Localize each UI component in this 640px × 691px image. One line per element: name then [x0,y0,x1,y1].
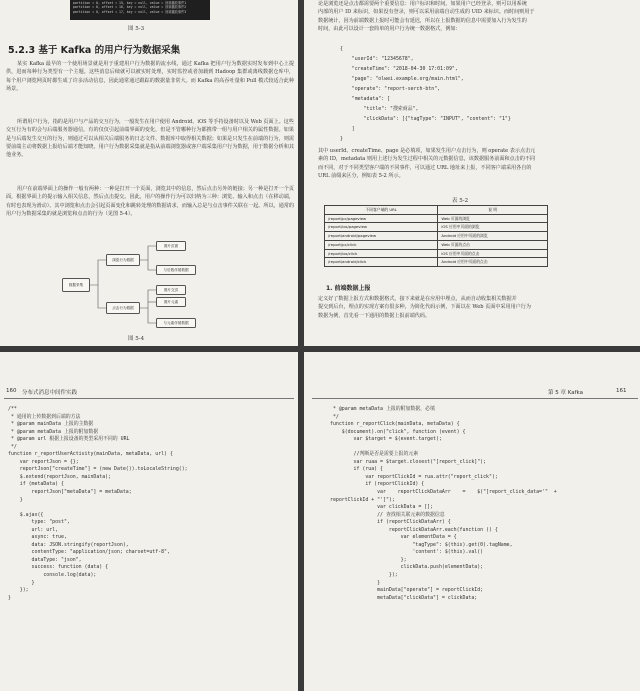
code-line: }); [330,572,398,579]
page-bottom-right [304,352,640,691]
diagram-browse-node: 浏览行为数据 [106,254,140,266]
code-block [8,406,188,602]
table-cell: /report/pc/click [325,240,438,249]
code-line: } [8,594,11,601]
code-line: } [340,136,343,142]
code-line: 'content': $(this).val() [330,549,484,556]
code-line: if (metaData) { [8,481,64,488]
code-line: success: function (data) { [8,564,109,571]
paragraph: 所谓用户行为，指的是用户与产品的交互行为，一般发生在用户使用 Android、iOS 等手持设备时以及 Web 页面上。这些交互行为有的会与后端服务器通信，有的仅仅引起前端界面的变化，但是不管哪种行为都携带一组与用户相关的属性数据。如果是与后端发生交互的行为，则通过可以从相关后端服务的日志文件、数据库中取得相关数据；如果是只发生在前端的行为，则需要前端主动将数据上报给后端才能知晓。用户行为数据采集就是指从前端浏览器或客户端采集用户行为数据，用于数据分析和其他业务。 [6,119,294,159]
code-line: function r_reportUserActivity(mainData, metaData, url) { [8,451,173,458]
code-line: reportClickId + "']"); [330,496,395,503]
table-cell: Android 应用中页面的浏览 [438,232,548,241]
code-line: }); [8,587,29,594]
code-line: partition = 0, offset = 15, key = null, value = 视频播放事件1 [73,1,187,5]
table-cell: /report/ios/click [325,249,438,258]
text-line: 定义好了数据上报方式和数据格式，接下来就是在应用中埋点，从而自动收集相关数据并 [318,296,517,302]
code-line: "tagType": $(this).get(0).tagName, [330,541,513,548]
code-line: * 通用的上传数据到后端的方法 [8,413,81,420]
code-line: if (reportClickId) { [330,481,425,488]
table-cell: /report/android/pageview [325,232,438,241]
table-cell: /report/android/click [325,258,438,267]
url-table [324,205,548,267]
text-line: 素的 ID，metadata 则用上述行为发生过程中相关的元数据信息，该数据服务前面和点击的不同 [318,156,536,163]
diagram-leaf-node: 与元素伴援数据 [156,318,196,328]
code-line: if (rua) { [330,466,383,473]
diagram-click-node: 点击行为数据 [106,302,140,314]
diagram-leaf-node: 与后数伴援数据 [156,265,196,275]
code-line: { [340,46,343,52]
code-line: */ [330,413,339,420]
table-row [325,223,548,232]
diagram-root-node: 数据采集 [62,278,90,292]
explain-text [318,147,638,180]
code-line: * @param metaData 上报的附加数据 [8,428,99,435]
code-line [8,504,188,512]
code-line: partition = 0, offset = 17, key = null, value = 视频播放事件3 [73,9,187,14]
text-line: 内部的用户 ID 来标识，如果没有登录，则可以采用前端自动生成的 UID 来标识。而时间则用于 [318,9,535,16]
code-line: "createTime": "2018-04-30 17:01:09", [340,66,458,72]
code-line: data: JSON.stringify(reportJson), [8,541,129,548]
code-line: // 查找相关联元素的数据信息 [330,511,445,518]
table-caption: 表 5-2 [452,198,469,204]
diagram-leaf-node: 图片交页 [156,285,186,295]
diagram-leaf-node: 图片元素 [156,297,186,307]
code-snippet-console [70,0,210,20]
table-header-row [325,206,548,215]
code-line: "operate": "report-serch-btn", [340,86,441,92]
intro-text [318,0,638,33]
text-line: 提交到后台，埋点的实现方案有很多种，为简化代码示例，下面以在 Web 页面中采用用户行为 [318,304,531,311]
table-row [325,240,548,249]
table-cell: iOS 应用中页面的浏览 [438,223,548,232]
code-line: $.extend(reportJson, mainData); [8,473,112,480]
code-line: async: true, [8,534,67,541]
text-line: 其中 userId、createTime、page 是必填项，如果发生用户点击行为，则 operate 表示点击元 [318,148,536,154]
table-cell: Web 页面的点击 [438,240,548,249]
running-header: 分布式消息中间件实践 [22,390,78,396]
code-line: * @param mainData 上报的主数据 [8,421,94,428]
header-rule [4,398,294,399]
code-line: "metadata": [ [340,96,391,102]
code-line: var elementData = { [330,534,457,541]
text-line: 数据为例，首先看一下通用的数据上报前端代码。 [318,312,431,319]
table-row [325,249,548,258]
page-top-left [0,0,298,346]
table-cell: /report/pc/pageview [325,214,438,223]
paragraph: 某实 Kafka 最早的一个使用场景就是用于重建用户行为数据的流水线，通过 Kafka 把用户行为数据实时发布到中心上提供，进而每种行为类型有一个主题。这些消息后续就可以被实时处理，实时监控或者加载到 Hadoop 集群或离线数据仓库中，每个用户浏览网页时都生成了许多活动信息，因此通常通过跟踪的数据量非常大。而 Kafka 的高吞吐量和 Pull 模式较适合此种场景。 [6,61,294,92]
code-line: metaData["clickData"] = clickData; [330,594,478,601]
code-line: type: "post", [8,519,70,526]
header-rule [312,398,638,399]
table-cell: /report/ios/pageview [325,223,438,232]
code-line: "page": "olwei.example.org/main.html", [340,76,464,82]
running-header: 第 5 章 Kafka [548,390,584,396]
table-cell: Android 应用中页面的点击 [438,258,548,267]
code-line: * @param metaData 上报的附加数据，必填 [330,406,435,412]
code-line: function r_reportClick(mainData, metaData) { [330,421,460,428]
code-line: */ [8,443,17,450]
figure-5-4-diagram [60,240,230,330]
code-line: reportClickDataArr.each(function () { [330,526,498,533]
code-line: url: url, [8,526,59,533]
text-line: 时间，由此可以设计一套简单的用户行为统一数据格式，例如： [318,25,461,32]
text-line: 论是浏览还是点击都需要两个重要信息：用户标识和时间。如果用户已经登录，则可以用系统 [318,1,527,7]
diagram-leaf-node: 图片页面 [156,241,186,251]
table-header-cell: 说 明 [438,206,548,215]
text-line: URL 前缀来区分，例如表 5-2 所示。 [318,172,404,179]
table-cell: iOS 应用中页面的点击 [438,249,548,258]
table-header-cell: 不同客户端的 URL [325,206,438,215]
code-line: console.log(data); [8,572,97,579]
table-row [325,214,548,223]
page-top-right [304,0,640,346]
code-line: /** [8,406,17,412]
code-line: var $target = $(event.target); [330,436,442,443]
code-line: dataType: "json", [8,556,82,563]
code-line: $.ajax({ [8,511,44,518]
figure-5-3-caption: 图 5-3 [128,26,145,32]
code-line: //判断是否是需要上报的元素 [330,451,419,458]
text-line: 数据统计，因为前端数据上报时可能会有延迟，所以在上报数据的信息中需要加入行为发生的 [318,17,527,24]
code-line: } [8,496,23,503]
code-block [330,406,557,602]
section-title: 5.2.3 基于 Kafka 的用户行为数据采集 [8,45,181,56]
code-line: var ruaa = $target.closest("[report_click]"); [330,458,487,465]
code-line: var reportJson = {}; [8,458,79,465]
code-line: if (reportClickDataArr) { [330,519,451,526]
table-cell: Web 页面的浏览 [438,214,548,223]
subsection-text [318,295,638,320]
json-example [340,44,511,144]
text-line: 而不同，对于不同类型客户端的不同事件，可以通过 URL 地址来上报，不同客户端采用各自的 [318,164,532,171]
code-line: } [330,579,381,586]
code-line: var reportClickDataArr = $("[report_click_data='" + [330,489,557,496]
page-bottom-left [0,352,298,691]
page-number: 160 [6,388,17,394]
subsection-title: 1. 前端数据上报 [326,285,371,292]
code-line: var reportClickId = rua.attr("report_click"); [330,473,498,480]
code-line: clickData.push(elementData); [330,564,484,571]
table-row [325,258,548,267]
code-line: } [8,579,35,586]
code-line: ] [340,126,355,132]
figure-5-4-caption: 图 5-4 [128,336,145,342]
code-line: reportJson["metaData"] = metaData; [8,489,132,496]
code-line: }; [330,556,407,563]
code-line: $(document).on("click", function (event) { [330,428,466,435]
table-row [325,232,548,241]
code-line: mainData["operate"] = reportClickId; [330,587,484,594]
paragraph: 用户在前端界面上的操作一般有两种：一种是打开一个页面，浏览其中的信息，然后点击另外的链接；另一种是打开一个页面，根据界面上的提示输入相关信息，然后点击提交。因此，用户的操作行为可以归纳为三种：浏览、输入和点击（在移动端，有时也表现为滑动）。其中浏览和点击会引起页面变化和跳转处理的数据请求，而输入总是与点击事件关联在一起。所以，通常的用户行为数据采集的就是浏览和点击的行为（见图 5-4）。 [6,186,294,217]
code-line: var clickData = []; [330,504,434,511]
code-line: reportJson["createTime"] = (new Date()).toLocaleString(); [8,466,188,473]
code-line: partition = 0, offset = 16, key = null, value = 视频播放事件2 [73,5,187,10]
code-line: "clickData": [{"tagType": "INPUT", "content": "1"} [340,116,511,122]
code-line: "title": "搜索商品", [340,106,419,112]
code-line: "userId": "12345678", [340,56,414,62]
page-number: 161 [616,388,627,394]
code-line: * @param url 根据上报设备的类型采用不同的 URL [8,436,130,443]
code-line: contentType: "application/json; charset=utf-8", [8,549,170,556]
